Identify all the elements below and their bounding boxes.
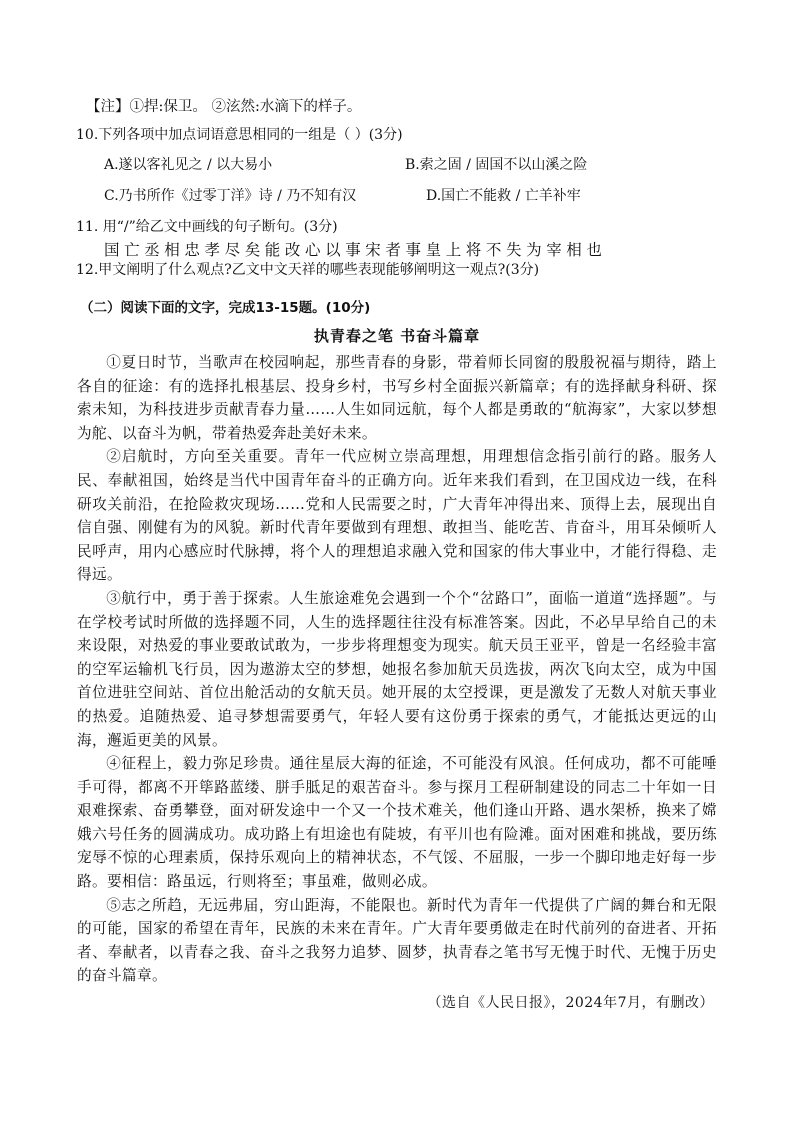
question-10-option-b: B.索之固 / 固国不以山溪之险 xyxy=(405,157,588,173)
article-paragraph-4: ④征程上，毅力弥足珍贵。通往星辰大海的征途，不可能没有风浪。任何成功，都不可能唾手可得，都离不开筚路蓝缕、胼手胝足的艰苦奋斗。参与探月工程研制建设的同志二十年如一日艰难探索、奋勇攀登，面对研发途中一个又一个技术难关，他们逢山开路、遇水架桥，换来了嫦娥六号任务的圆满成功。成功路上有坦途也有陡坡，有平川也有险滩。面对困难和挑战，要历练宠辱不惊的心理素质，保持乐观向上的精神状态，不气馁、不屈服，一步一个脚印地走好每一步路。要相信：路虽远，行则将至；事虽难，做则必成。 xyxy=(77,755,717,891)
section-heading: （二）阅读下面的文字，完成13-15题。(10分) xyxy=(80,300,371,316)
article-paragraph-3: ③航行中，勇于善于探索。人生旅途难免会遇到一个个“岔路口”，面临一道道“选择题”。与在学校考试时所做的选择题不同，人生的选择题往往没有标准答案。因此，不必早早给自己的未来设限，对热爱的事业要敢试敢为，一步步将理想变为现实。航天员王亚平，曾是一名经验丰富的空军运输机飞行员，因为遨游太空的梦想，她报名参加航天员选拔，两次飞向太空，成为中国首位进驻空间站、首位出舱活动的女航天员。她开展的太空授课，更是激发了无数人对航天事业的热爱。追随热爱、追寻梦想需要勇气，年轻人要有这份勇于探索的勇气，才能抵达更远的山海，邂逅更美的风景。 xyxy=(77,589,717,749)
article-paragraph-1: ①夏日时节，当歌声在校园响起，那些青春的身影，带着师长同窗的殷殷祝福与期待，踏上各自的征途：有的选择扎根基层、投身乡村，书写乡村全面振兴新篇章；有的选择献身科研、探索未知，为科技进步贡献青春力量……人生如同远航，每个人都是勇敢的“航海家”，大家以梦想为舵、以奋斗为帆，带着热爱奔赴美好未来。 xyxy=(77,354,717,442)
annotation-note: 【注】①捍:保卫。 ②泫然:水滴下的样子。 xyxy=(86,99,362,115)
question-12-stem: 12.甲文阐明了什么观点?乙文中文天祥的哪些表现能够阐明这一观点?(3分) xyxy=(76,262,540,278)
article-paragraph-5: ⑤志之所趋，无远弗届，穷山距海，不能限也。新时代为青年一代提供了广阔的舞台和无限的可能，国家的希望在青年，民族的未来在青年。广大青年要勇做走在时代前列的奋进者、开拓者、奉献者，以青春之我、奋斗之我努力追梦、圆梦，执青春之笔书写无愧于时代、无愧于历史的奋斗篇章。 xyxy=(77,896,717,985)
question-10-option-c: C.乃书所作《过零丁洋》诗 / 乃不知有汉 xyxy=(104,188,357,204)
article-title: 执青春之笔 书奋斗篇章 xyxy=(313,327,481,345)
question-10-option-d: D.国亡不能救 / 亡羊补牢 xyxy=(426,188,581,204)
article-body xyxy=(77,351,717,988)
question-11-sentence: 国亡丞相忠孝尽矣能改心以事宋者事皇上将不失为宰相也 xyxy=(104,241,607,259)
question-10-stem: 10.下列各项中加点词语意思相同的一组是（ ）(3分) xyxy=(76,127,403,143)
article-source: （选自《人民日报》，2024年7月，有删改） xyxy=(427,995,714,1011)
question-10-option-a: A.遂以客礼见之 / 以大易小 xyxy=(104,157,273,173)
article-paragraph-2: ②启航时，方向至关重要。青年一代应树立崇高理想，用理想信念指引前行的路。服务人民、奉献祖国，始终是当代中国青年奋斗的正确方向。近年来我们看到，在卫国戍边一线，在科研攻关前沿，在抢险救灾现场……党和人民需要之时，广大青年冲得出来、顶得上去，展现出自信自强、刚健有为的风貌。新时代青年要做到有理想、敢担当、能吃苦、肯奋斗，用耳朵倾听人民呼声，用内心感应时代脉搏，将个人的理想追求融入党和国家的伟大事业中，才能行得稳、走得远。 xyxy=(77,448,717,584)
question-11-stem: 11. 用“/”给乙文中画线的句子断句。(3分) xyxy=(76,219,338,235)
